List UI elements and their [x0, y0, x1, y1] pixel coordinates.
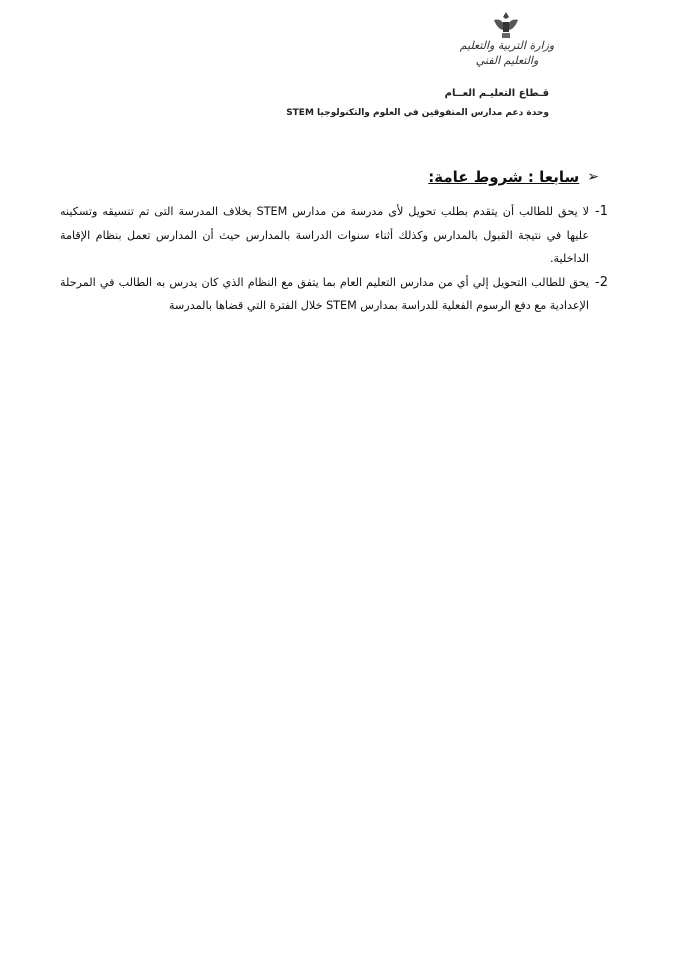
item-text: يحق للطالب التحويل إلي أي من مدارس التعليم العام بما يتفق مع النظام الذي كان يدرس به الطالب في المرحلة الإعدادية مع دفع الرسوم الفعلية للدراسة بمدارس STEM خلال الفترة التي قضاها بالمدرسة — [60, 275, 590, 312]
item-text: لا يحق للطالب أن يتقدم بطلب تحويل لأى مدرسة من مدارس STEM بخلاف المدرسة التى تم تنسيقه وتسكينه عليها في نتيجة القبول بالمدارس وكذلك أثناء سنوات الدراسة بالمدارس حيث أن المدارس تعمل بنظام الإقامة الداخلية. — [60, 205, 590, 265]
arrow-bullet-icon: ➢ — [587, 169, 599, 185]
unit-title: وحدة دعم مدارس المتفوقين في العلوم والتكنولوجيا STEM — [286, 108, 549, 118]
item-number: 1- — [595, 204, 608, 219]
ministry-logo — [452, 10, 562, 86]
section-title: سابعا : شروط عامة: — [428, 168, 580, 186]
sector-title: قـطاع التعليـم العــام — [444, 88, 549, 99]
ministry-name — [452, 38, 562, 68]
section-heading — [428, 168, 599, 186]
ministry-line-2: والتعليم الفني — [475, 54, 539, 67]
list-item — [60, 200, 608, 271]
list-item — [60, 271, 608, 318]
conditions-list — [60, 200, 608, 318]
item-number: 2- — [595, 274, 608, 290]
ministry-line-1: وزارة التربية والتعليم — [459, 39, 555, 52]
